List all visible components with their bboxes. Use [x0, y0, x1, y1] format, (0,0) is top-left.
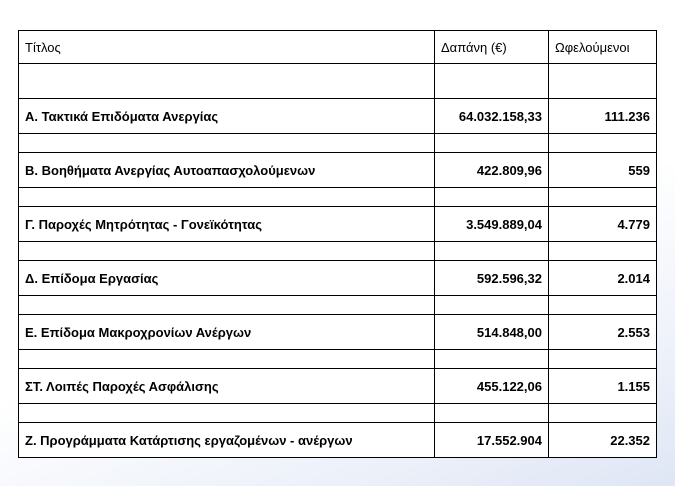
- table-row: [19, 369, 657, 404]
- row-beneficiaries: 2.553: [549, 315, 657, 350]
- header-title: Τίτλος: [19, 31, 435, 64]
- row-cost: 3.549.889,04: [435, 207, 549, 242]
- table-row: [19, 315, 657, 350]
- row-cost: 17.552.904: [435, 423, 549, 458]
- row-title: ΣΤ. Λοιπές Παροχές Ασφάλισης: [19, 369, 435, 404]
- row-title: Α. Τακτικά Επιδόματα Ανεργίας: [19, 99, 435, 134]
- row-title: Ε. Επίδομα Μακροχρονίων Ανέργων: [19, 315, 435, 350]
- row-cost: 455.122,06: [435, 369, 549, 404]
- row-beneficiaries: 1.155: [549, 369, 657, 404]
- header-cost: Δαπάνη (€): [435, 31, 549, 64]
- table-row: [19, 261, 657, 296]
- row-cost: 514.848,00: [435, 315, 549, 350]
- row-title: Γ. Παροχές Μητρότητας - Γονεϊκότητας: [19, 207, 435, 242]
- row-beneficiaries: 111.236: [549, 99, 657, 134]
- table-spacer-row: [19, 296, 657, 315]
- row-beneficiaries: 22.352: [549, 423, 657, 458]
- row-title: Β. Βοηθήματα Ανεργίας Αυτοαπασχολούμενων: [19, 153, 435, 188]
- benefits-table: [18, 30, 657, 458]
- row-beneficiaries: 2.014: [549, 261, 657, 296]
- table-row: [19, 153, 657, 188]
- table-spacer-row: [19, 242, 657, 261]
- table-spacer-row: [19, 350, 657, 369]
- table-spacer-row: [19, 64, 657, 99]
- table-spacer-row: [19, 404, 657, 423]
- table-spacer-row: [19, 188, 657, 207]
- row-beneficiaries: 4.779: [549, 207, 657, 242]
- benefits-table-container: [18, 30, 656, 458]
- row-title: Δ. Επίδομα Εργασίας: [19, 261, 435, 296]
- row-cost: 592.596,32: [435, 261, 549, 296]
- row-title: Ζ. Προγράμματα Κατάρτισης εργαζομένων - ανέργων: [19, 423, 435, 458]
- table-spacer-row: [19, 134, 657, 153]
- table-header-row: [19, 31, 657, 64]
- row-cost: 422.809,96: [435, 153, 549, 188]
- row-cost: 64.032.158,33: [435, 99, 549, 134]
- table-row: [19, 99, 657, 134]
- row-beneficiaries: 559: [549, 153, 657, 188]
- table-row: [19, 207, 657, 242]
- table-row: [19, 423, 657, 458]
- header-beneficiaries: Ωφελούμενοι: [549, 31, 657, 64]
